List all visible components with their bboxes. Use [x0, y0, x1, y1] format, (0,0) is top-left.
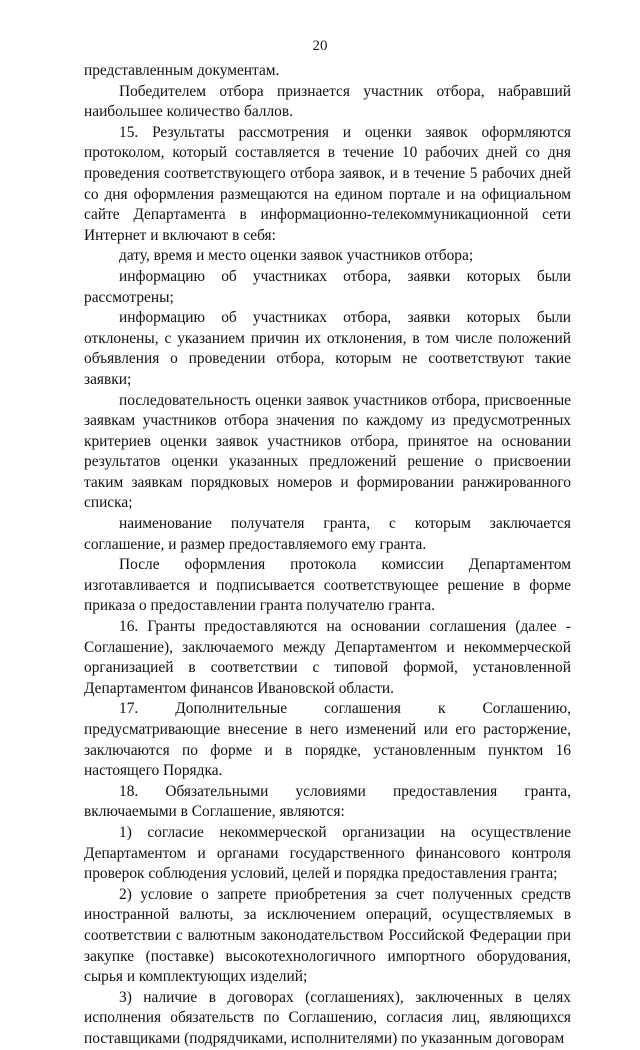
paragraph: 17. Дополнительные соглашения к Соглашению, предусматривающие внесение в него изменений или его расторжение, заключаются по форме и в порядке, установленным пунктом 16 настоящего Порядка.	[84, 700, 571, 780]
paragraph: 16. Гранты предоставляются на основании соглашения (далее - Соглашение), заключаемого между Департаментом и некоммерческой организацией в соответствии с типовой формой, установленной Департаментом финансов Ивановской области.	[84, 618, 571, 697]
page-number: 20	[312, 38, 328, 54]
paragraph: информацию об участниках отбора, заявки которых были рассмотрены;	[84, 267, 571, 306]
paragraph: дату, время и место оценки заявок участников отбора;	[119, 247, 474, 265]
paragraph: представленным документам.	[84, 62, 280, 79]
paragraph: Победителем отбора признается участник отбора, набравший наибольшее количество баллов.	[84, 82, 571, 121]
paragraph: информацию об участниках отбора, заявки которых были отклонены, с указанием причин их отклонения, в том числе положений объявления о проведении отбора, которым не соответствуют такие заявки;	[84, 309, 571, 388]
document-body	[84, 61, 571, 1050]
paragraph: После оформления протокола комиссии Департаментом изготавливается и подписывается соответствующее решение в форме приказа о предоставлении гранта получателю гранта.	[84, 556, 571, 615]
paragraph: последовательность оценки заявок участников отбора, присвоенные заявкам участников отбора значения по каждому из предусмотренных критериев оценки заявок участников отбора, принятое на основании результатов оценки указанных предложений решение о присвоении таким заявкам порядковых номеров и формировании ранжированного списка;	[84, 391, 571, 512]
paragraph: 15. Результаты рассмотрения и оценки заявок оформляются протоколом, который составляется в течение 10 рабочих дней со дня проведения соответствующего отбора заявок, и в течение 5 рабочих дней со дня оформления размещаются на едином портале и на официальном сайте Департамента в информационно-телекоммуникационной сети Интернет и включают в себя:	[84, 123, 571, 244]
paragraph: 1) согласие некоммерческой организации на осуществление Департаментом и органами государственного финансового контроля проверок соблюдения условий, целей и порядка предоставления гранта;	[84, 823, 571, 883]
paragraph: 2) условие о запрете приобретения за счет полученных средств иностранной валюты, за исключением операций, осуществляемых в соответствии с валютным законодательством Российской Федерации при закупке (поставке) высокотехнологичного импортного оборудования, сырья и комплектующих изделий;	[84, 885, 571, 986]
paragraph: наименование получателя гранта, с которым заключается соглашение, и размер предоставляемого ему гранта.	[84, 515, 571, 553]
paragraph: 18. Обязательными условиями предоставления гранта, включаемыми в Соглашение, являются:	[84, 782, 571, 821]
paragraph: 3) наличие в договорах (соглашениях), заключенных в целях исполнения обязательств по Соглашению, согласия лиц, являющихся поставщиками (подрядчиками, исполнителями) по указанным договорам	[84, 988, 571, 1047]
